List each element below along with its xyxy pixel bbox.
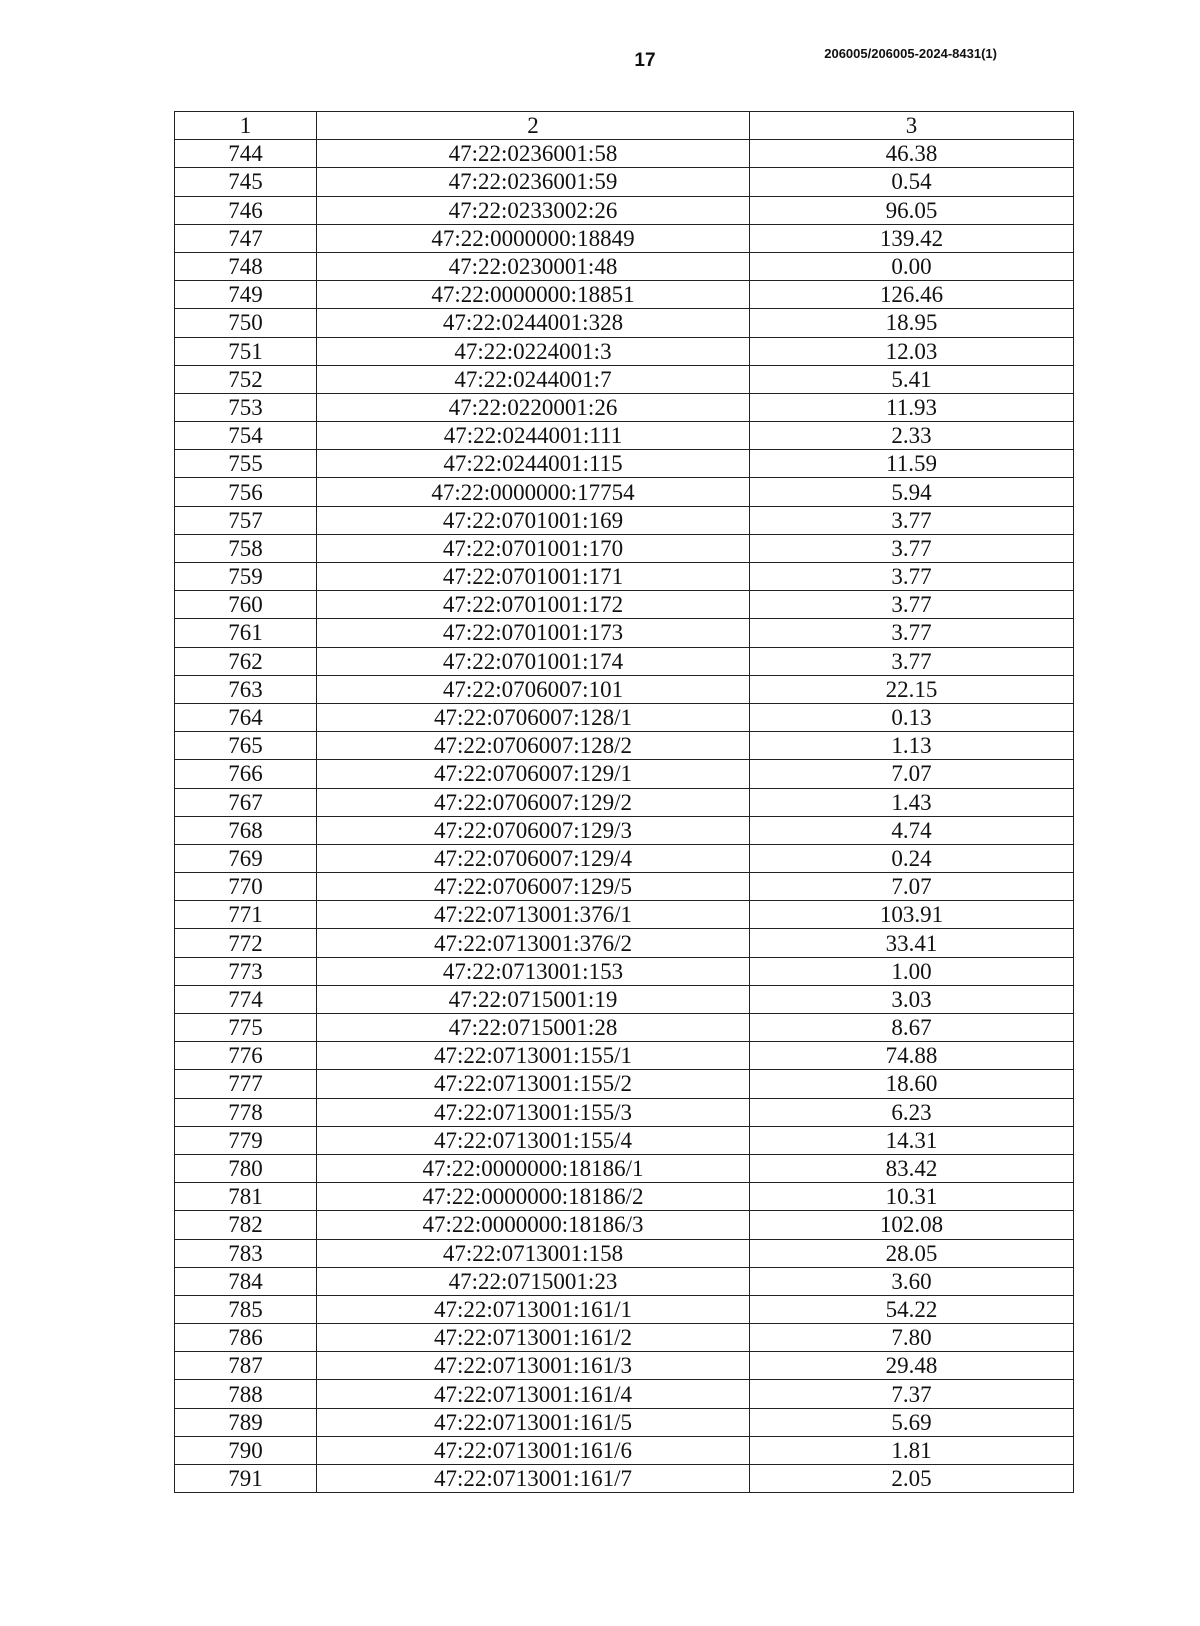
row-number-cell: 756	[175, 478, 317, 506]
row-number-cell: 760	[175, 591, 317, 619]
area-value-cell: 1.43	[750, 788, 1074, 816]
area-value-cell: 1.00	[750, 957, 1074, 985]
table-row	[175, 1352, 1074, 1380]
row-number-cell: 787	[175, 1352, 317, 1380]
cadastral-number-cell: 47:22:0701001:171	[317, 563, 750, 591]
cadastral-number-cell: 47:22:0706007:129/4	[317, 844, 750, 872]
table-row	[175, 703, 1074, 731]
row-number-cell: 769	[175, 844, 317, 872]
area-value-cell: 33.41	[750, 929, 1074, 957]
table-row	[175, 1183, 1074, 1211]
row-number-cell: 757	[175, 506, 317, 534]
cadastral-number-cell: 47:22:0713001:161/4	[317, 1380, 750, 1408]
cadastral-number-cell: 47:22:0713001:376/1	[317, 901, 750, 929]
area-value-cell: 0.24	[750, 844, 1074, 872]
area-value-cell: 96.05	[750, 196, 1074, 224]
table-row	[175, 140, 1074, 168]
cadastral-number-cell: 47:22:0000000:18186/2	[317, 1183, 750, 1211]
table-row	[175, 168, 1074, 196]
row-number-cell: 773	[175, 957, 317, 985]
row-number-cell: 755	[175, 450, 317, 478]
area-value-cell: 14.31	[750, 1126, 1074, 1154]
cadastral-number-cell: 47:22:0220001:26	[317, 393, 750, 421]
column-header: 3	[750, 112, 1074, 140]
cadastral-number-cell: 47:22:0000000:18851	[317, 281, 750, 309]
table-body	[175, 112, 1074, 1493]
table-row	[175, 281, 1074, 309]
cadastral-number-cell: 47:22:0224001:3	[317, 337, 750, 365]
cadastral-number-cell: 47:22:0706007:129/1	[317, 760, 750, 788]
cadastral-number-cell: 47:22:0713001:158	[317, 1239, 750, 1267]
row-number-cell: 786	[175, 1324, 317, 1352]
table-row	[175, 1408, 1074, 1436]
cadastral-number-cell: 47:22:0000000:18186/1	[317, 1154, 750, 1182]
row-number-cell: 780	[175, 1154, 317, 1182]
area-value-cell: 3.77	[750, 647, 1074, 675]
table-row	[175, 1098, 1074, 1126]
area-value-cell: 2.33	[750, 422, 1074, 450]
row-number-cell: 771	[175, 901, 317, 929]
row-number-cell: 770	[175, 873, 317, 901]
row-number-cell: 777	[175, 1070, 317, 1098]
table-row	[175, 957, 1074, 985]
cadastral-number-cell: 47:22:0713001:161/3	[317, 1352, 750, 1380]
table-row	[175, 563, 1074, 591]
row-number-cell: 744	[175, 140, 317, 168]
row-number-cell: 763	[175, 675, 317, 703]
table-row	[175, 732, 1074, 760]
table-row	[175, 1211, 1074, 1239]
table-header-row	[175, 112, 1074, 140]
row-number-cell: 754	[175, 422, 317, 450]
row-number-cell: 766	[175, 760, 317, 788]
cadastral-number-cell: 47:22:0713001:161/5	[317, 1408, 750, 1436]
area-value-cell: 18.60	[750, 1070, 1074, 1098]
column-header: 1	[175, 112, 317, 140]
area-value-cell: 0.00	[750, 252, 1074, 280]
table-row	[175, 534, 1074, 562]
row-number-cell: 746	[175, 196, 317, 224]
table-row	[175, 619, 1074, 647]
area-value-cell: 29.48	[750, 1352, 1074, 1380]
table-row	[175, 252, 1074, 280]
row-number-cell: 774	[175, 985, 317, 1013]
table-row	[175, 337, 1074, 365]
table-row	[175, 816, 1074, 844]
cadastral-number-cell: 47:22:0713001:153	[317, 957, 750, 985]
table-row	[175, 929, 1074, 957]
area-value-cell: 1.13	[750, 732, 1074, 760]
row-number-cell: 791	[175, 1465, 317, 1493]
table-row	[175, 647, 1074, 675]
row-number-cell: 749	[175, 281, 317, 309]
table-row	[175, 1465, 1074, 1493]
cadastral-number-cell: 47:22:0713001:155/1	[317, 1042, 750, 1070]
area-value-cell: 74.88	[750, 1042, 1074, 1070]
area-value-cell: 3.60	[750, 1267, 1074, 1295]
cadastral-number-cell: 47:22:0244001:115	[317, 450, 750, 478]
cadastral-number-cell: 47:22:0244001:111	[317, 422, 750, 450]
row-number-cell: 768	[175, 816, 317, 844]
cadastral-number-cell: 47:22:0701001:174	[317, 647, 750, 675]
table-row	[175, 844, 1074, 872]
table-row	[175, 309, 1074, 337]
area-value-cell: 5.69	[750, 1408, 1074, 1436]
area-value-cell: 126.46	[750, 281, 1074, 309]
area-value-cell: 3.77	[750, 619, 1074, 647]
row-number-cell: 784	[175, 1267, 317, 1295]
table-row	[175, 1436, 1074, 1464]
table-row	[175, 1126, 1074, 1154]
row-number-cell: 750	[175, 309, 317, 337]
row-number-cell: 758	[175, 534, 317, 562]
table-row	[175, 422, 1074, 450]
table-row	[175, 591, 1074, 619]
cadastral-number-cell: 47:22:0706007:129/5	[317, 873, 750, 901]
row-number-cell: 767	[175, 788, 317, 816]
cadastral-number-cell: 47:22:0713001:155/2	[317, 1070, 750, 1098]
table-row	[175, 788, 1074, 816]
table-row	[175, 1324, 1074, 1352]
area-value-cell: 5.94	[750, 478, 1074, 506]
cadastral-number-cell: 47:22:0701001:169	[317, 506, 750, 534]
cadastral-number-cell: 47:22:0236001:58	[317, 140, 750, 168]
table-row	[175, 393, 1074, 421]
table-row	[175, 901, 1074, 929]
area-value-cell: 22.15	[750, 675, 1074, 703]
table-row	[175, 1042, 1074, 1070]
table-row	[175, 506, 1074, 534]
cadastral-number-cell: 47:22:0233002:26	[317, 196, 750, 224]
cadastral-number-cell: 47:22:0713001:161/1	[317, 1295, 750, 1323]
row-number-cell: 789	[175, 1408, 317, 1436]
table-row	[175, 450, 1074, 478]
row-number-cell: 783	[175, 1239, 317, 1267]
area-value-cell: 83.42	[750, 1154, 1074, 1182]
area-value-cell: 7.07	[750, 760, 1074, 788]
area-value-cell: 6.23	[750, 1098, 1074, 1126]
row-number-cell: 765	[175, 732, 317, 760]
area-value-cell: 11.59	[750, 450, 1074, 478]
area-value-cell: 7.80	[750, 1324, 1074, 1352]
area-value-cell: 3.03	[750, 985, 1074, 1013]
area-value-cell: 8.67	[750, 1014, 1074, 1042]
cadastral-number-cell: 47:22:0230001:48	[317, 252, 750, 280]
cadastral-number-cell: 47:22:0701001:173	[317, 619, 750, 647]
row-number-cell: 788	[175, 1380, 317, 1408]
table-row	[175, 1295, 1074, 1323]
area-value-cell: 103.91	[750, 901, 1074, 929]
table-row	[175, 196, 1074, 224]
table-row	[175, 1070, 1074, 1098]
cadastral-number-cell: 47:22:0706007:101	[317, 675, 750, 703]
cadastral-number-cell: 47:22:0715001:28	[317, 1014, 750, 1042]
row-number-cell: 761	[175, 619, 317, 647]
cadastral-number-cell: 47:22:0713001:155/3	[317, 1098, 750, 1126]
row-number-cell: 753	[175, 393, 317, 421]
row-number-cell: 782	[175, 1211, 317, 1239]
cadastral-number-cell: 47:22:0713001:161/6	[317, 1436, 750, 1464]
table-row	[175, 1154, 1074, 1182]
area-value-cell: 5.41	[750, 365, 1074, 393]
row-number-cell: 776	[175, 1042, 317, 1070]
table-row	[175, 985, 1074, 1013]
cadastral-number-cell: 47:22:0715001:23	[317, 1267, 750, 1295]
area-value-cell: 7.37	[750, 1380, 1074, 1408]
cadastral-number-cell: 47:22:0706007:128/1	[317, 703, 750, 731]
document-id: 206005/206005-2024-8431(1)	[824, 46, 997, 61]
cadastral-number-cell: 47:22:0000000:18186/3	[317, 1211, 750, 1239]
row-number-cell: 778	[175, 1098, 317, 1126]
row-number-cell: 752	[175, 365, 317, 393]
table-row	[175, 1267, 1074, 1295]
row-number-cell: 781	[175, 1183, 317, 1211]
area-value-cell: 1.81	[750, 1436, 1074, 1464]
area-value-cell: 139.42	[750, 224, 1074, 252]
area-value-cell: 54.22	[750, 1295, 1074, 1323]
cadastral-number-cell: 47:22:0244001:7	[317, 365, 750, 393]
cadastral-number-cell: 47:22:0000000:17754	[317, 478, 750, 506]
table-row	[175, 873, 1074, 901]
area-value-cell: 10.31	[750, 1183, 1074, 1211]
area-value-cell: 3.77	[750, 563, 1074, 591]
area-value-cell: 12.03	[750, 337, 1074, 365]
page-number: 17	[634, 50, 656, 71]
table-row	[175, 478, 1074, 506]
column-header: 2	[317, 112, 750, 140]
cadastral-number-cell: 47:22:0706007:129/3	[317, 816, 750, 844]
area-value-cell: 4.74	[750, 816, 1074, 844]
cadastral-number-cell: 47:22:0713001:376/2	[317, 929, 750, 957]
row-number-cell: 764	[175, 703, 317, 731]
cadastral-number-cell: 47:22:0713001:161/7	[317, 1465, 750, 1493]
table-row	[175, 1239, 1074, 1267]
cadastral-number-cell: 47:22:0713001:161/2	[317, 1324, 750, 1352]
area-value-cell: 28.05	[750, 1239, 1074, 1267]
row-number-cell: 759	[175, 563, 317, 591]
cadastral-number-cell: 47:22:0236001:59	[317, 168, 750, 196]
row-number-cell: 745	[175, 168, 317, 196]
row-number-cell: 772	[175, 929, 317, 957]
row-number-cell: 762	[175, 647, 317, 675]
row-number-cell: 747	[175, 224, 317, 252]
cadastral-number-cell: 47:22:0713001:155/4	[317, 1126, 750, 1154]
area-value-cell: 3.77	[750, 534, 1074, 562]
area-value-cell: 3.77	[750, 591, 1074, 619]
area-value-cell: 7.07	[750, 873, 1074, 901]
row-number-cell: 785	[175, 1295, 317, 1323]
data-table	[174, 111, 1074, 1493]
cadastral-number-cell: 47:22:0701001:170	[317, 534, 750, 562]
table-row	[175, 1380, 1074, 1408]
table-row	[175, 760, 1074, 788]
table-row	[175, 365, 1074, 393]
cadastral-number-cell: 47:22:0706007:129/2	[317, 788, 750, 816]
area-value-cell: 3.77	[750, 506, 1074, 534]
table-row	[175, 675, 1074, 703]
area-value-cell: 2.05	[750, 1465, 1074, 1493]
area-value-cell: 0.13	[750, 703, 1074, 731]
table-row	[175, 224, 1074, 252]
row-number-cell: 751	[175, 337, 317, 365]
cadastral-number-cell: 47:22:0706007:128/2	[317, 732, 750, 760]
row-number-cell: 779	[175, 1126, 317, 1154]
area-value-cell: 18.95	[750, 309, 1074, 337]
cadastral-number-cell: 47:22:0715001:19	[317, 985, 750, 1013]
table-row	[175, 1014, 1074, 1042]
row-number-cell: 790	[175, 1436, 317, 1464]
area-value-cell: 11.93	[750, 393, 1074, 421]
area-value-cell: 102.08	[750, 1211, 1074, 1239]
cadastral-number-cell: 47:22:0701001:172	[317, 591, 750, 619]
area-value-cell: 46.38	[750, 140, 1074, 168]
cadastral-number-cell: 47:22:0000000:18849	[317, 224, 750, 252]
row-number-cell: 775	[175, 1014, 317, 1042]
row-number-cell: 748	[175, 252, 317, 280]
cadastral-number-cell: 47:22:0244001:328	[317, 309, 750, 337]
area-value-cell: 0.54	[750, 168, 1074, 196]
